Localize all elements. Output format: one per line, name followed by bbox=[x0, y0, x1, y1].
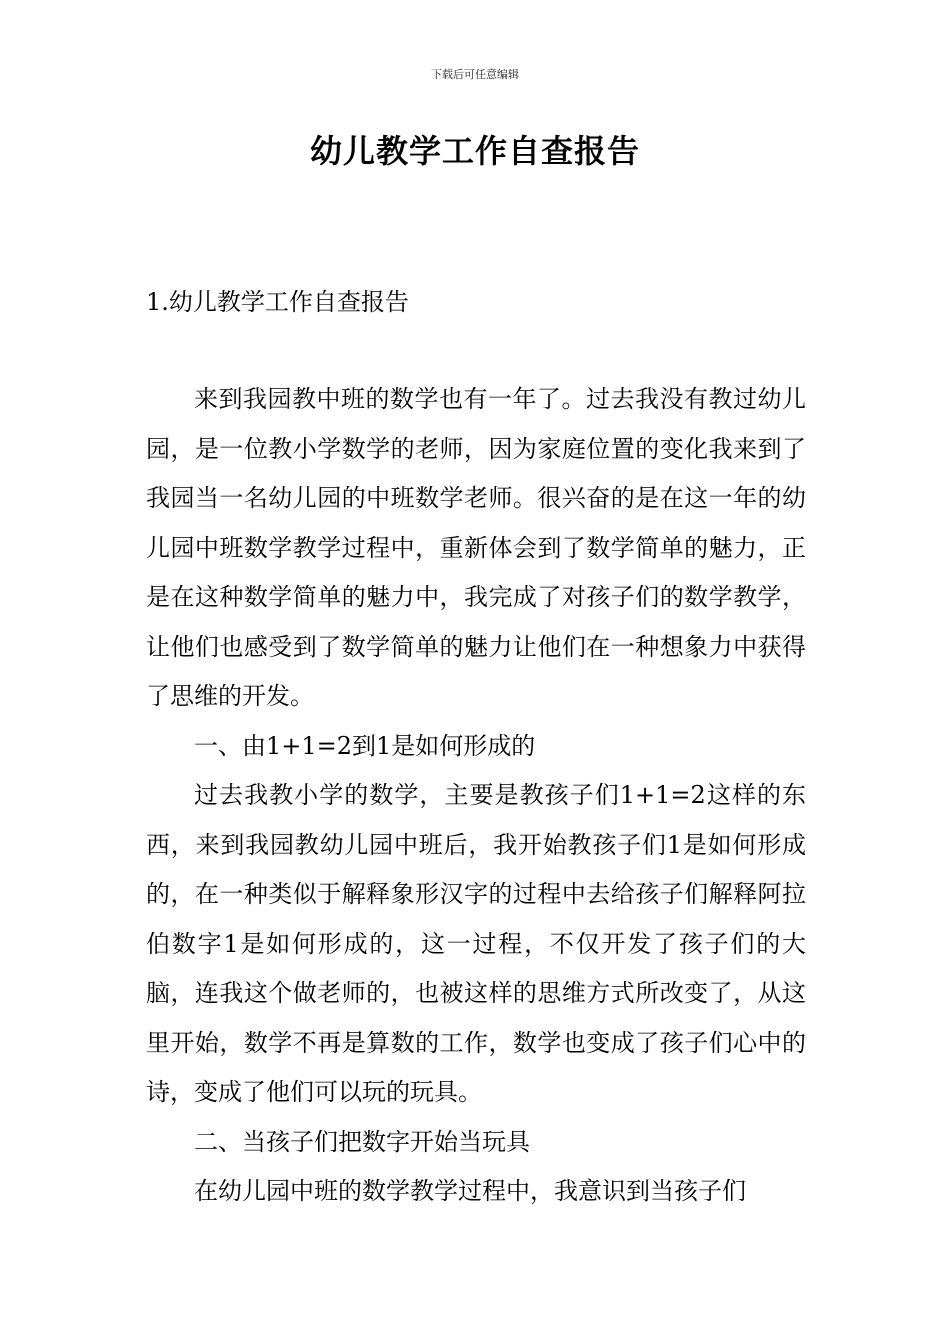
paragraph-one: 过去我教小学的数学，主要是教孩子们1+1=2这样的东西，来到我园教幼儿园中班后，我开始教孩子们1是如何形成的，在一种类似于解释象形汉字的过程中去给孩子们解释阿拉伯数字1是如何形成的，这一过程，不仅开发了孩子们的大脑，连我这个做老师的，也被这样的思维方式所改变了，从这里开始，数学不再是算数的工作，数学也变成了孩子们心中的诗，变成了他们可以玩的玩具。 bbox=[146, 781, 806, 1106]
document-title: 幼儿教学工作自查报告 bbox=[309, 132, 640, 170]
body-text bbox=[146, 375, 806, 1217]
subheading-two: 二、当孩子们把数字开始当玩具 bbox=[194, 1127, 530, 1156]
subheading-one: 一、由1+1=2到1是如何形成的 bbox=[194, 731, 536, 760]
paragraph-intro: 来到我园教中班的数学也有一年了。过去我没有教过幼儿园，是一位教小学数学的老师，因为家庭位置的变化我来到了我园当一名幼儿园的中班数学老师。很兴奋的是在这一年的幼儿园中班数学教学过程中，重新体会到了数学简单的魅力，正是在这种数学简单的魅力中，我完成了对孩子们的数学教学，让他们也感受到了数学简单的魅力让他们在一种想象力中获得了思维的开发。 bbox=[146, 385, 806, 710]
header-note: 下载后可任意编辑 bbox=[431, 68, 519, 81]
section-heading: 1.幼儿教学工作自查报告 bbox=[146, 288, 409, 316]
paragraph-two: 在幼儿园中班的数学教学过程中，我意识到当孩子们 bbox=[194, 1177, 746, 1205]
